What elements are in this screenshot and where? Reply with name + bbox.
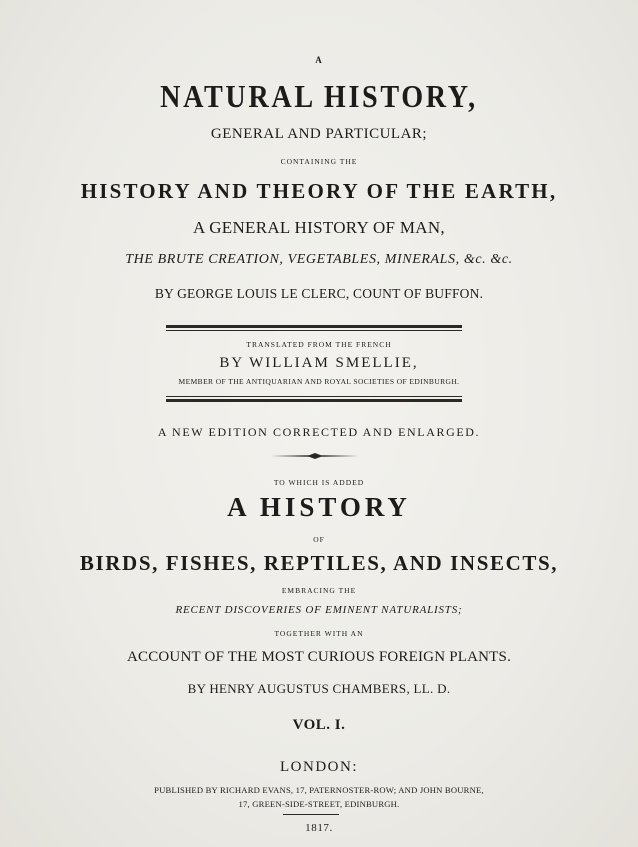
publication-year: 1817. [305,822,333,834]
double-rule-bottom [166,396,462,402]
of-line: OF [313,535,325,544]
together-line: TOGETHER WITH AN [274,629,364,638]
by-chambers: BY HENRY AUGUSTUS CHAMBERS, LL. D. [187,681,451,696]
foreign-plants: ACCOUNT OF THE MOST CURIOUS FOREIGN PLANTS. [126,649,512,665]
a-history-heading: A HISTORY [227,492,411,522]
year-rule [283,814,339,815]
to-which-is-added: TO WHICH IS ADDED [273,478,365,487]
translator-name: BY WILLIAM SMELLIE, [219,355,419,371]
volume-number: VOL. I. [292,717,346,733]
subtitle: GENERAL AND PARTICULAR; [210,126,428,142]
double-rule-top [166,325,462,331]
history-theory-heading: HISTORY AND THEORY OF THE EARTH, [80,179,558,203]
history-of-man: A GENERAL HISTORY OF MAN, [193,218,445,237]
publisher-line-1: PUBLISHED BY RICHARD EVANS, 17, PATERNOSTER-ROW; AND JOHN BOURNE, [154,785,484,795]
brute-creation: THE BRUTE CREATION, VEGETABLES, MINERALS, &c. &c. [125,252,513,267]
article-a: A [315,55,323,65]
translator-affiliation: MEMBER OF THE ANTIQUARIAN AND ROYAL SOCIETIES OF EDINBURGH. [178,377,460,386]
publisher-line-2: 17, GREEN-SIDE-STREET, EDINBURGH. [238,799,400,809]
birds-fishes-heading: BIRDS, FISHES, REPTILES, AND INSECTS, [79,551,559,575]
containing-line: CONTAINING THE [280,157,358,166]
city-london: LONDON: [280,759,358,775]
embracing-line: EMBRACING THE [281,586,357,595]
edition-statement: A NEW EDITION CORRECTED AND ENLARGED. [157,425,481,439]
by-buffon: BY GEORGE LOUIS LE CLERC, COUNT OF BUFFON. [154,286,484,301]
diamond-ornament [269,452,361,460]
main-title: NATURAL HISTORY, [160,78,478,114]
recent-discoveries: RECENT DISCOVERIES OF EMINENT NATURALISTS; [175,604,463,616]
translated-from: TRANSLATED FROM THE FRENCH [246,340,392,349]
